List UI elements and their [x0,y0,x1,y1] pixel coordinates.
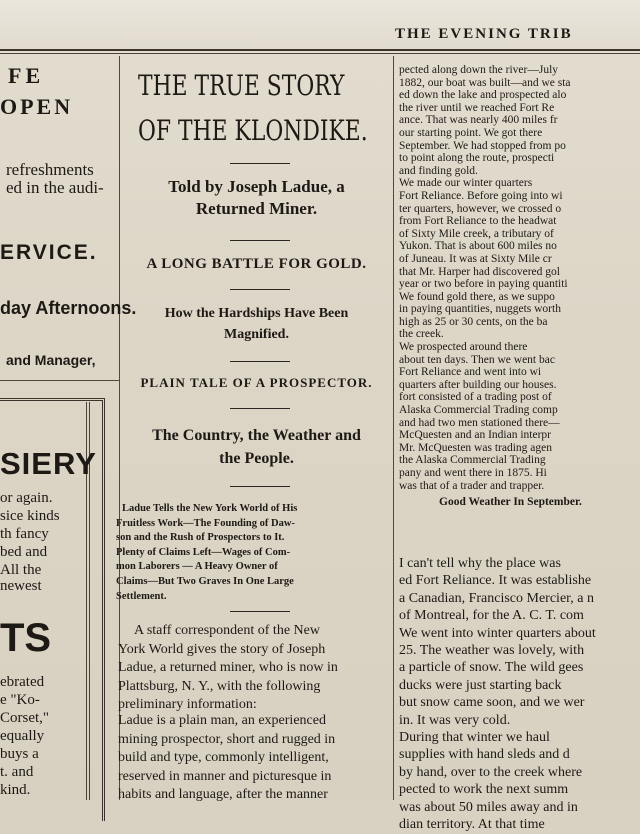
right-line: I can't tell why the place was [399,556,561,571]
article-headline-line-1: THE TRUE STORY [138,69,345,102]
right-column-top [399,64,640,511]
deck-line: Magnified. [224,327,289,342]
right-line: about ten days. Then we went bac [399,353,555,366]
masthead-title: THE EVENING TRIB [395,26,573,42]
right-line: the Alaska Commercial Trading [399,454,546,467]
deck-line: Told by Joseph Ladue, a [168,177,345,196]
deck-long-battle: A LONG BATTLE FOR GOLD. [146,256,367,272]
headline-rule [230,163,290,164]
right-line: pany and went there in 1875. Hi [399,467,547,479]
right-line: ed Fort Reliance. It was establishe [399,573,592,589]
ad-heading-ts: TS [0,616,52,660]
right-line: ducks were just starting back [399,677,562,693]
right-line: and had two men stationed there— [399,416,560,429]
deck-rule [230,289,290,290]
deck-rule [230,240,290,241]
masthead-rule-thin [0,53,640,54]
article-headline-line-2: OF THE KLONDIKE. [138,114,368,147]
ad-heading-service: ERVICE. [0,241,98,264]
summary-rule [230,611,290,612]
ad-body-line: equally [0,728,45,744]
summary-line: Settlement. [116,590,167,602]
intro-line: A staff correspondent of the New [134,623,320,638]
ad-body-line: e "Ko- [0,692,40,708]
right-line: 1882, our boat was built—and we sta [399,76,571,89]
ad-body-line: ebrated [0,674,45,690]
right-line: ed down the lake and prospected alo [399,89,567,102]
deck-line: Returned Miner. [195,199,318,218]
ad-text-afternoons: day Afternoons. [0,298,137,318]
deck-line: the People. [219,450,294,467]
deck-joseph-ladue [124,176,389,220]
right-line: that Mr. Harper had discovered gol [399,265,560,278]
deck-line: How the Hardships Have Been [164,306,349,321]
right-line: ter quarters, however, we crossed o [399,202,562,215]
right-line: dian territory. At that time [399,817,545,833]
right-column-bottom [399,555,640,834]
summary-line: Plenty of Claims Left—Wages of Com- [116,546,291,558]
summary-line: mon Laborers — A Heavy Owner of [116,561,278,573]
right-line: We found gold there, as we suppo [399,290,555,303]
right-line: Mr. McQuesten was trading agen [399,441,552,454]
right-line: of Montreal, for the A. C. T. com [399,608,584,624]
body-line: habits and language, after the manner [118,787,328,802]
summary-line: Ladue Tells the New York World of His [122,503,298,514]
ad-text-manager: and Manager, [6,352,96,368]
deck-hardships [124,303,389,345]
ad-body-line: t. and [0,764,34,780]
ad-heading-fe: FE [8,63,45,88]
ad-separator [0,380,120,381]
right-line: and finding gold. [399,164,478,177]
right-line: was that of a trader and trapper. [399,479,545,492]
ad-body-line: th fancy [0,526,49,542]
ad-body-line: Corset," [0,710,50,726]
right-line: quarters after building our houses. [399,378,557,391]
right-line: McQuesten and an Indian interpr [399,429,552,442]
deck-rule [230,486,290,487]
deck-rule [230,408,290,409]
right-line: high as 25 or 30 cents, on the ba [399,315,548,328]
right-line: but snow came soon, and we wer [399,695,585,711]
column-rule-right [393,56,394,800]
right-line: pected along down the river—July [399,64,559,76]
masthead-rule [0,49,640,51]
ad-body-line: buys a [0,746,39,762]
right-line: 25. The weather was lovely, with [399,643,585,659]
ad-body-line: newest [0,578,42,594]
deck-rule [230,361,290,362]
intro-line: Plattsburg, N. Y., with the following [118,678,321,694]
summary-line: son and the Rush of Prospectors to It. [116,532,285,544]
ad-heading-open: OPEN [0,94,74,119]
ad-text-refreshments: refreshments [6,160,94,179]
right-line: from Fort Reliance to the headwat [399,215,557,228]
body-line: reserved in manner and picturesque in [118,768,332,784]
ad-body-line: bed and [0,544,48,560]
right-line: We went into winter quarters about [399,625,596,641]
right-line: year or two before in paying quantiti [399,278,568,291]
intro-line: York World gives the story of Joseph [118,641,326,657]
deck-line: The Country, the Weather and [152,427,361,444]
article-summary [116,502,388,604]
right-line: to point along the route, prospecti [399,152,555,165]
article-intro [118,622,388,715]
right-line: fort consisted of a trading post of [399,391,552,404]
ad-body-line: sice kinds [0,508,60,524]
right-line: of Sixty Mile creek, a tributary of [399,227,554,240]
right-line: September. We had stopped from po [399,139,566,152]
ad-body-line: or again. [0,490,53,506]
summary-line: Claims—But Two Graves In One Large [116,575,294,587]
right-line: our starting point. We got there [399,126,543,139]
article-body [118,712,388,805]
ad-body-line: kind. [0,782,31,798]
right-line: Yukon. That is about 600 miles no [399,240,557,253]
ad-heading-siery: SIERY [0,446,97,481]
right-line: in paying quantities, nuggets worth [399,303,561,316]
right-line: Fort Reliance. Before going into wi [399,189,563,202]
deck-country-weather [124,424,389,470]
right-line: of Juneau. It was at Sixty Mile cr [399,252,552,265]
right-line: Alaska Commercial Trading comp [399,404,558,417]
summary-line: Fruitless Work—The Founding of Daw- [116,517,295,529]
right-line: We made our winter quarters [399,177,533,190]
intro-line: Ladue, a returned miner, who is now in [118,660,338,675]
right-line: pected to work the next summ [399,782,569,798]
deck-plain-tale: PLAIN TALE OF A PROSPECTOR. [140,375,373,390]
right-line: We prospected around there [399,341,528,354]
body-line: Ladue is a plain man, an experienced [118,713,326,728]
right-line: was about 50 miles away and in [399,799,578,815]
right-line: Fort Reliance and went into wi [399,366,542,379]
body-line: mining prospector, short and rugged in [118,731,336,747]
right-subhead: Good Weather In September. [439,496,582,509]
right-line: ance. That was nearly 400 miles fr [399,114,558,127]
right-line: During that winter we haul [399,730,550,746]
ad-text-audi: ed in the audi- [6,178,104,197]
right-line: by hand, over to the creek where [399,764,583,780]
right-line: the creek. [399,328,444,341]
right-line: supplies with hand sleds and d [399,747,570,763]
ad-body-line: All the [0,562,42,578]
body-line: build and type, commonly intelligent, [118,750,329,765]
right-line: the river until we reached Fort Re [399,101,555,114]
right-line: in. It was very cold. [399,712,511,728]
right-line: a particle of snow. The wild gees [399,660,584,676]
intro-line: preliminary information: [118,697,257,712]
right-line: a Canadian, Francisco Mercier, a n [399,590,594,606]
